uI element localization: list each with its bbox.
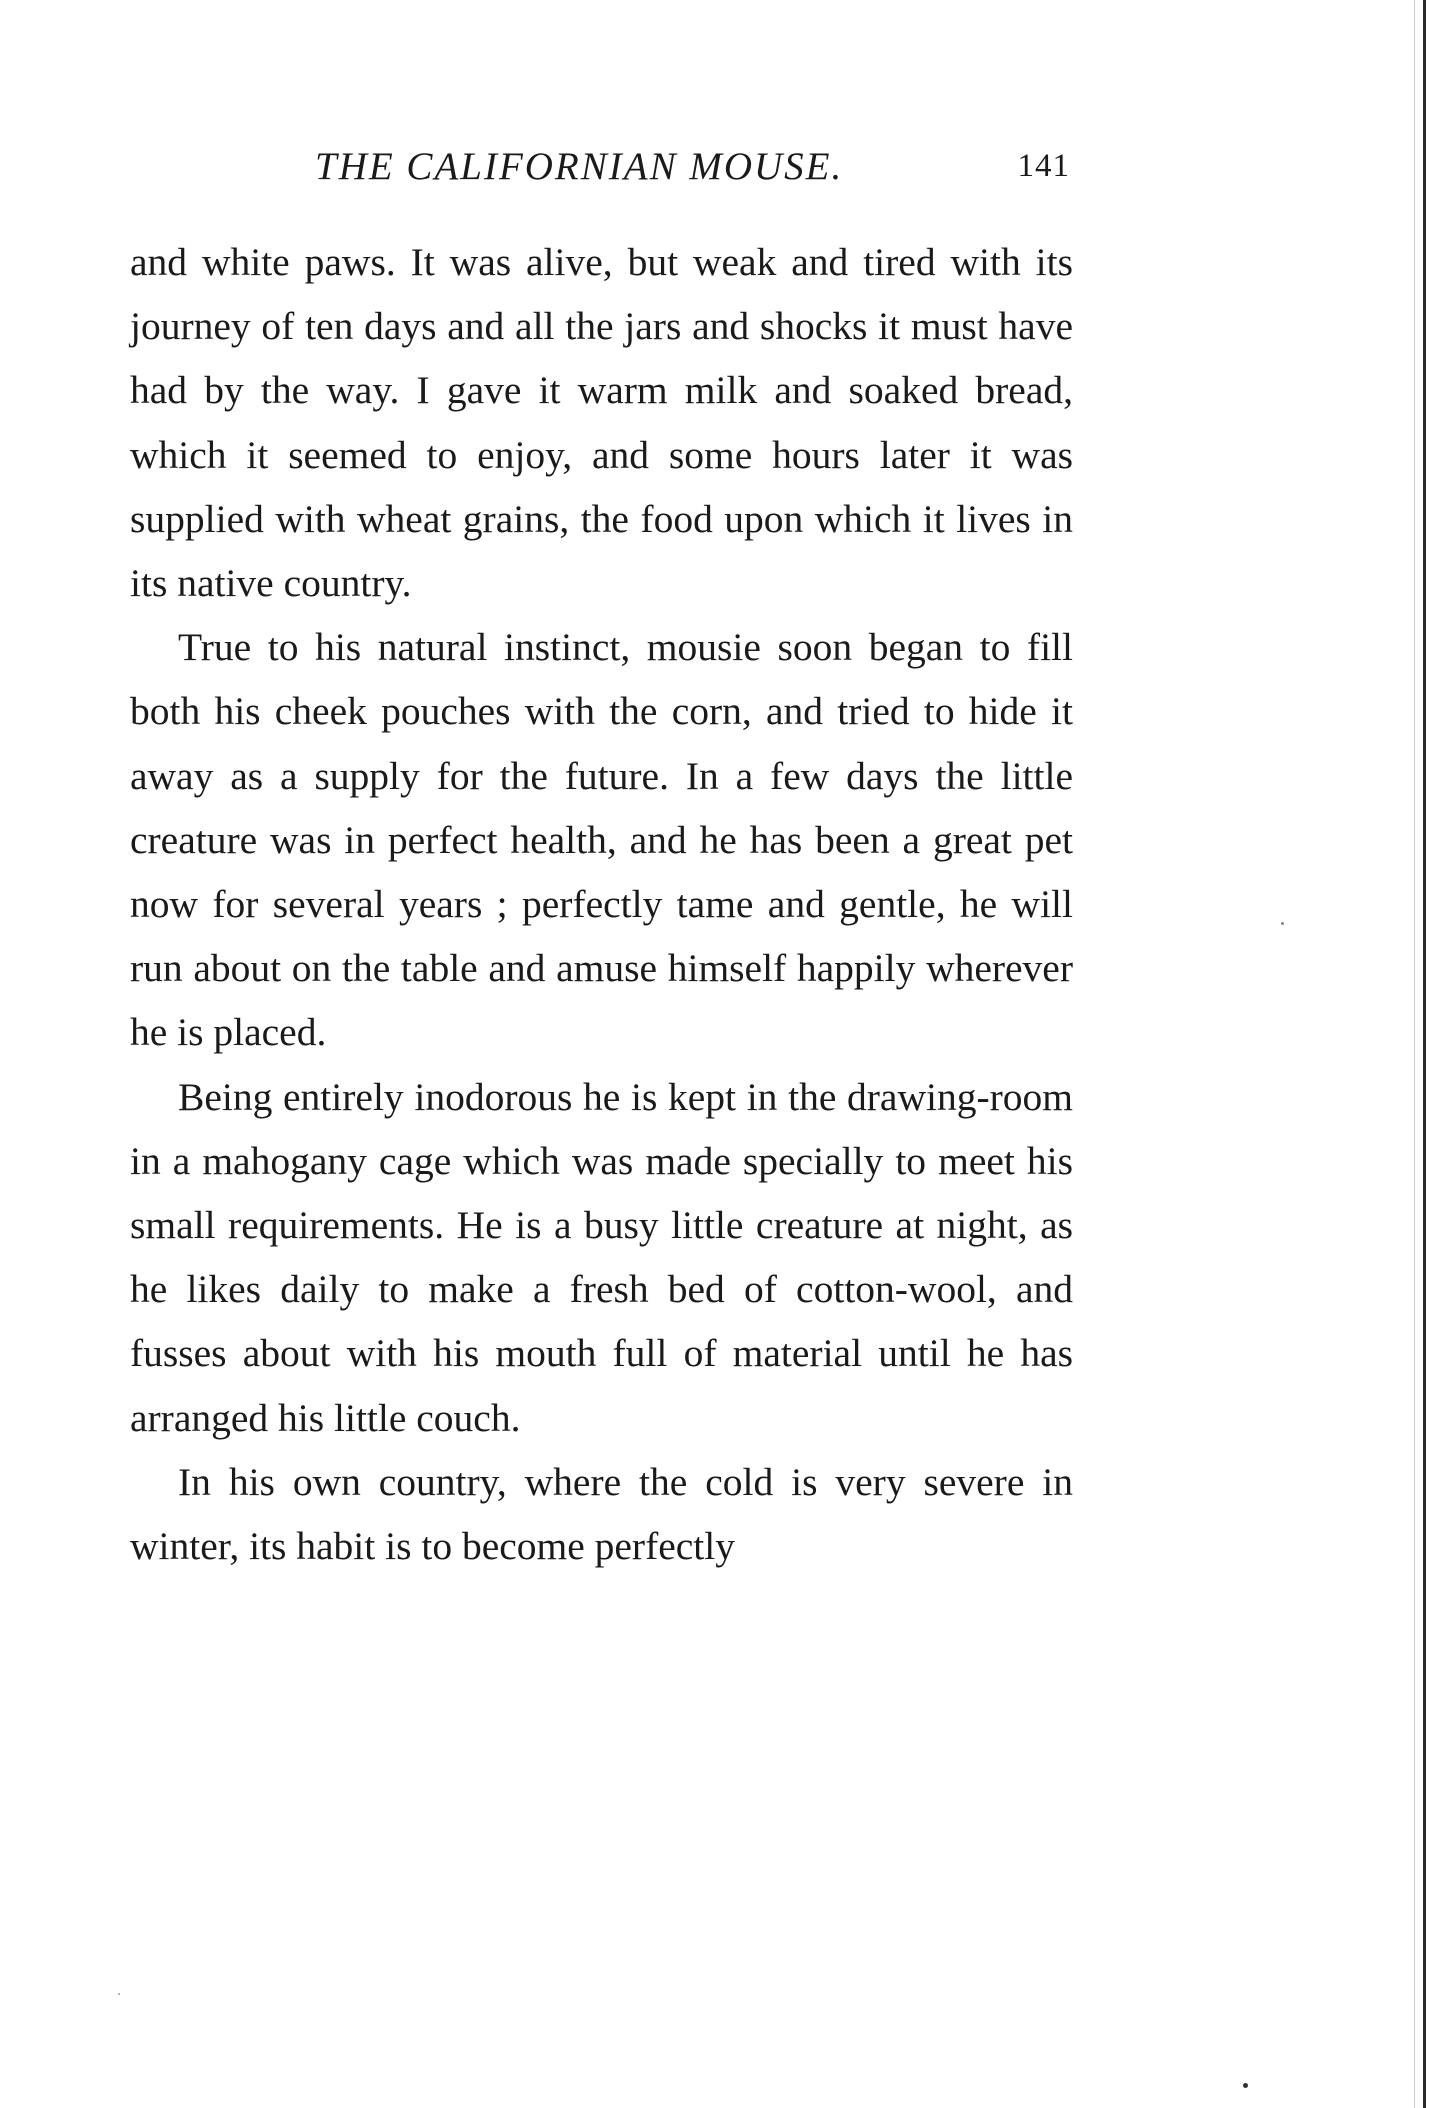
page-edge-shadow [1414,0,1415,2108]
page-header [130,144,1070,194]
paragraph-4: In his own country, where the cold is very severe in winter, its habit is to become perfectly [130,1459,1073,1569]
print-speck [1281,922,1284,925]
paragraph-1: and white paws. It was alive, but weak and tired with its journey of ten days and all the jars and shocks it must have had by the way. I gave it warm milk and soaked bread, which it seemed to enjoy, and some hours later it was supplied with wheat grains, the food upon which it lives in its native country. [130,240,1073,606]
paragraph-2: True to his natural instinct, mousie soon began to fill both his cheek pouches with the corn, and tried to hide it away as a supply for the future. In a few days the little creature was in perfect health, and he has been a great pet now for several years ; perfectly tame and gentle, he will run about on the table and amuse himself happily wherever he is placed. [130,625,1073,1055]
page-edge-line [1423,0,1426,2108]
paragraph-3: Being entirely inodorous he is kept in the drawing-room in a mahogany cage which was made specially to meet his small requirements. He is a busy little creature at night, as he likes daily to make a fresh bed of cotton-wool, and fusses about with his mouth full of material until he has arranged his little couch. [130,1074,1073,1440]
running-title: THE CALIFORNIAN MOUSE. [315,145,844,188]
body-text [130,230,1073,1578]
page-number: 141 [1017,148,1070,184]
print-speck [1243,2083,1248,2088]
print-speck [118,1993,120,1995]
